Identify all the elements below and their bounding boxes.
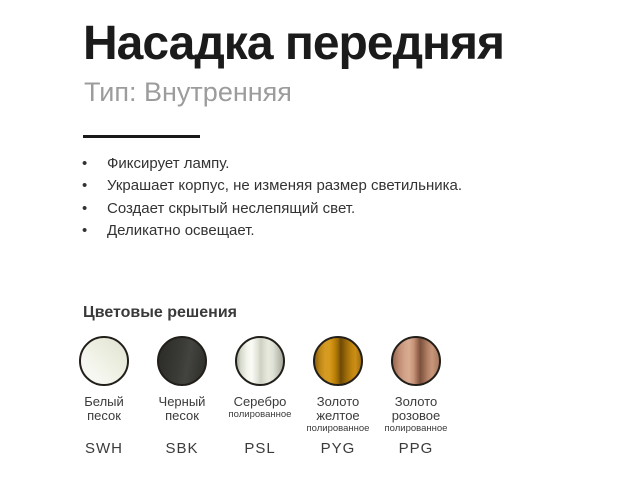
list-item [82,198,462,220]
swatch-name: желтое [316,408,360,423]
color-swatch-circle [157,336,207,386]
swatch-labels [385,395,448,441]
swatch-name: Черный [158,394,206,409]
swatch-white-sand [65,336,143,457]
swatch-polished-silver [221,336,299,457]
bullet-icon: • [82,177,88,195]
swatch-name: Золото [316,394,360,409]
feature-text: Деликатно освещает. [107,222,255,240]
list-item [82,175,462,197]
feature-text: Создает скрытый неслепящий свет. [107,199,356,217]
page-title: Насадка передняя [83,17,505,70]
swatch-code: PYG [320,440,356,457]
feature-text: Фиксирует лампу. [107,155,230,172]
swatch-black-sand [143,336,221,457]
swatch-finish: полированное [384,423,448,434]
colors-section-heading: Цветовые решения [83,304,237,321]
swatch-name: Белый [84,394,124,409]
list-item [82,220,462,242]
divider-line [83,135,200,138]
color-swatch-circle [235,336,285,386]
swatch-name: песок [87,408,121,423]
swatch-code: SBK [165,440,199,457]
swatch-code: PPG [398,440,434,457]
swatch-labels [307,395,370,441]
feature-text: Украшает корпус, не изменяя размер светильника. [107,177,463,195]
swatch-polished-yellow-gold [299,336,377,457]
feature-list [82,153,462,243]
swatch-code: SWH [85,440,123,457]
color-swatch-circle [79,336,129,386]
swatch-polished-rose-gold [377,336,455,457]
swatch-labels [229,395,292,441]
swatch-name: розовое [391,408,441,423]
swatch-finish: полированное [228,409,292,420]
swatch-name: Серебро [233,394,287,409]
swatch-labels [84,395,124,441]
bullet-icon: • [82,222,88,240]
swatch-finish: полированное [306,423,370,434]
bullet-icon: • [82,155,88,172]
bullet-icon: • [82,199,88,217]
swatch-labels [159,395,206,441]
color-swatch-row [65,336,455,457]
swatch-code: PSL [244,440,276,457]
page-subtitle: Тип: Внутренняя [84,77,292,107]
swatch-name: песок [165,408,199,423]
color-swatch-circle [391,336,441,386]
color-swatch-circle [313,336,363,386]
swatch-name: Золото [394,394,438,409]
list-item [82,153,462,175]
